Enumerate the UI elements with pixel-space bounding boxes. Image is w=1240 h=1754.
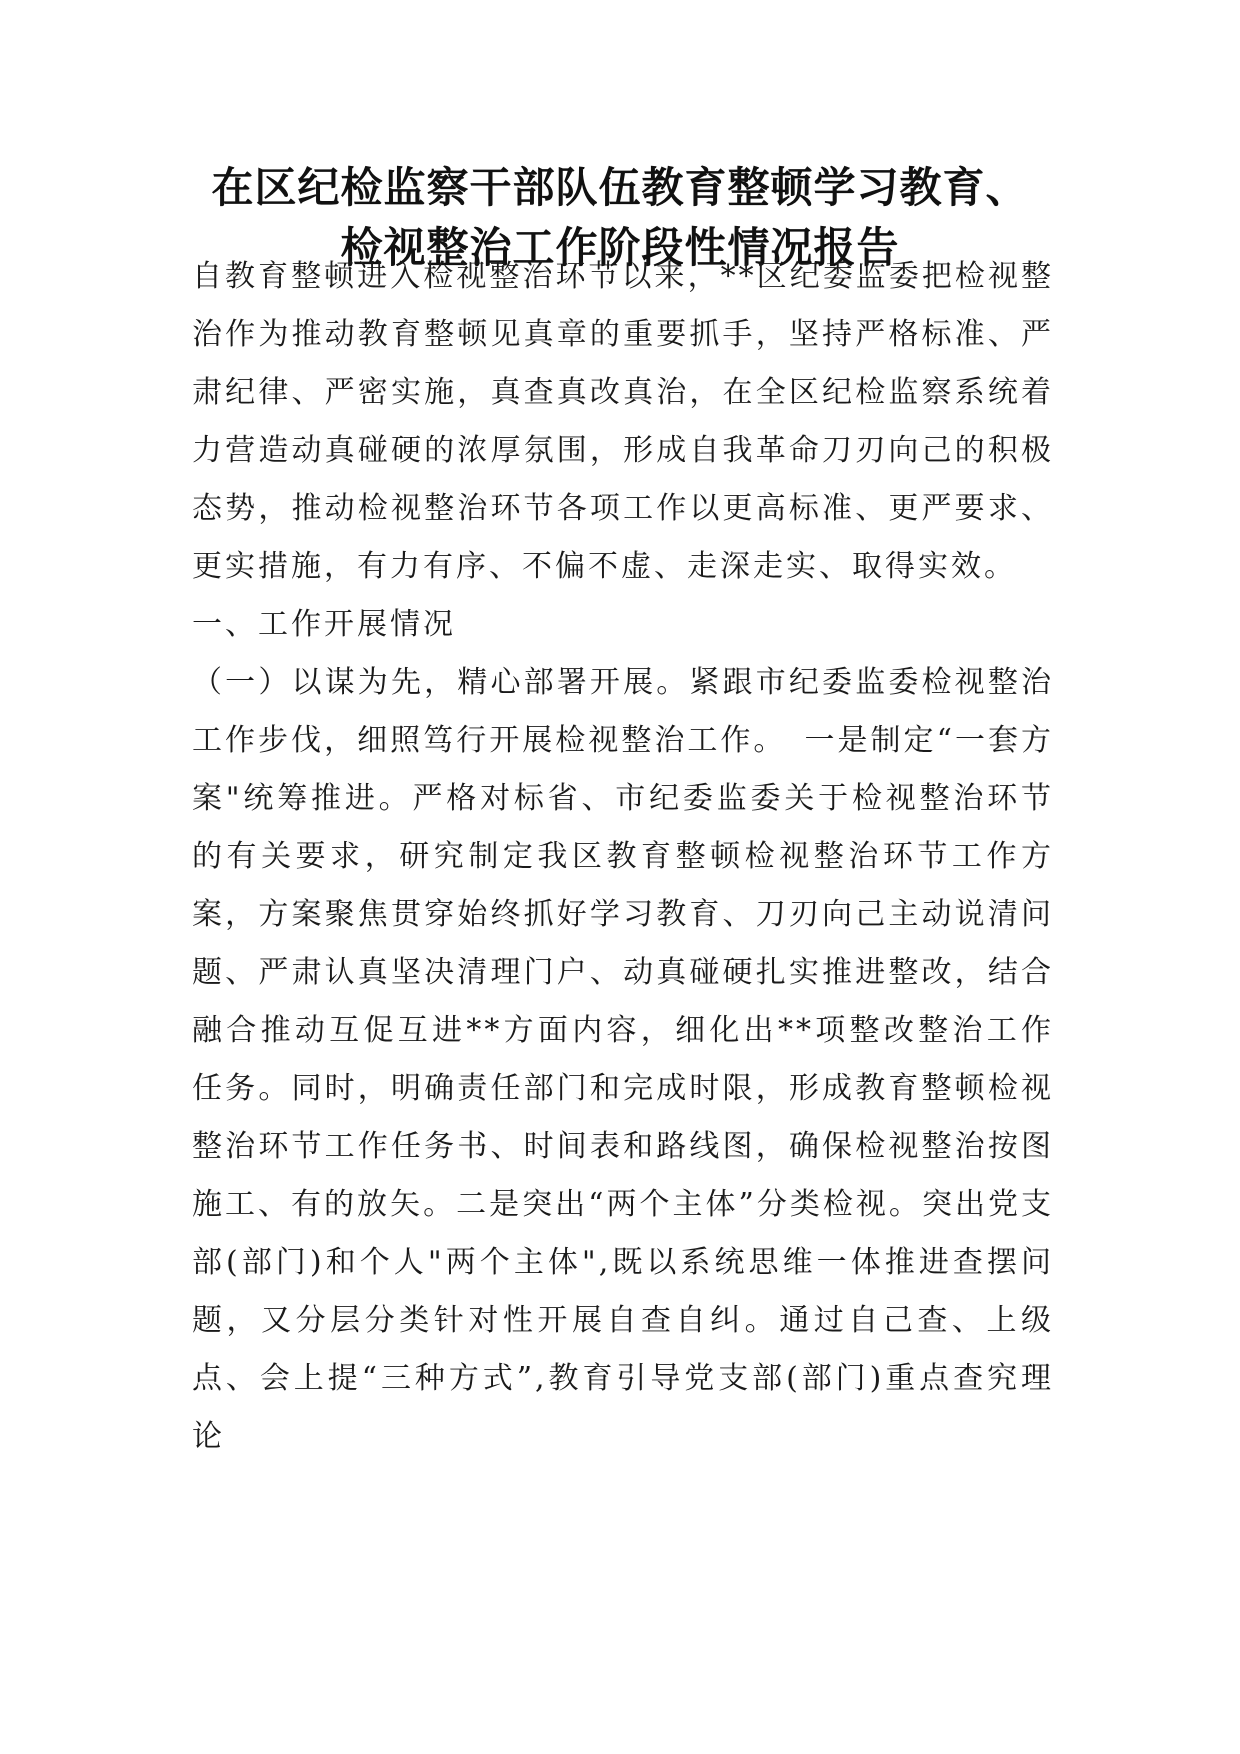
section-heading: 一、工作开展情况: [192, 607, 456, 642]
title-line-1: 在区纪检监察干部队伍教育整顿学习教育、: [211, 163, 1029, 212]
title-line-2: 检视整治工作阶段性情况报告: [340, 223, 900, 272]
body-paragraph: （一）以谋为先，精心部署开展。紧跟市纪委监委检视整治工作步伐，细照笃行开展检视整治工作。 一是制定“一套方案"统筹推进。严格对标省、市纪委监委关于检视整治环节的有关要求，研究制定我区教育整顿检视整治环节工作方案，方案聚焦贯穿始终抓好学习教育、刀刃向己主动说清问题、严肃认真坚决清理门户、动真碰硬扎实推进整改，结合融合推动互促互进**方面内容，细化出**项整改整治工作任务。同时，明确责任部门和完成时限，形成教育整顿检视整治环节工作任务书、时间表和路线图，确保检视整治按图施工、有的放矢。二是突出“两个主体”分类检视。突出党支部(部门)和个人"两个主体",既以系统思维一体推进查摆问题，又分层分类针对性开展自查自纠。通过自己查、上级点、会上提“三种方式”,教育引导党支部(部门)重点查究理论: [192, 665, 1054, 1454]
document-body: [192, 248, 1054, 1466]
intro-paragraph: 自教育整顿进入检视整治环节以来，**区纪委监委把检视整治作为推动教育整顿见真章的重要抓手，坚持严格标准、严肃纪律、严密实施，真查真改真治，在全区纪检监察系统着力营造动真碰硬的浓厚氛围，形成自我革命刀刃向己的积极态势，推动检视整治环节各项工作以更高标准、更严要求、更实措施，有力有序、不偏不虚、走深走实、取得实效。: [192, 259, 1054, 584]
